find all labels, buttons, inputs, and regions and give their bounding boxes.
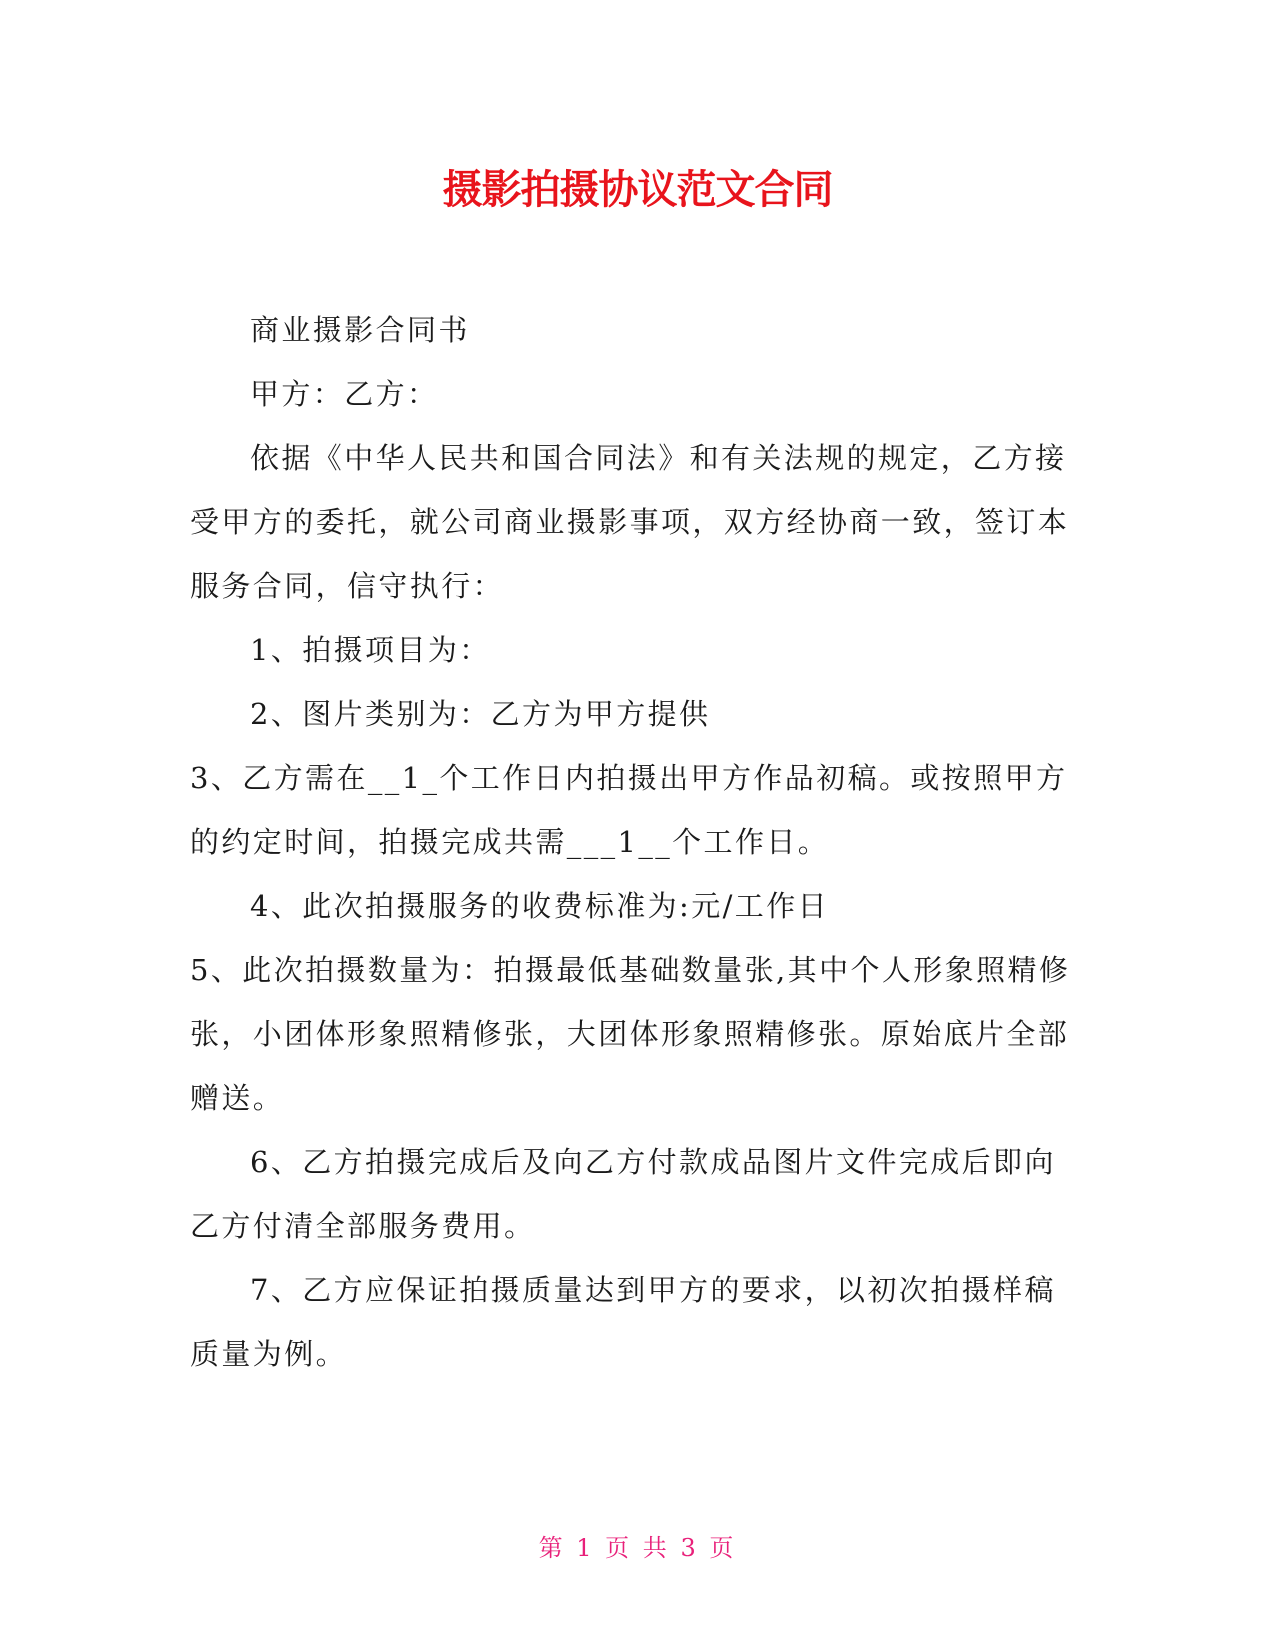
paragraph-contract-heading: 商业摄影合同书 bbox=[250, 313, 470, 347]
paragraph-clause-5: 5、此次拍摄数量为：拍摄最低基础数量张,其中个人形象照精修张，小团体形象照精修张，大团体形象照精修张。原始底片全部赠送。 bbox=[190, 953, 1071, 1115]
document-title: 摄影拍摄协议范文合同 bbox=[442, 167, 833, 213]
paragraph-parties: 甲方：乙方： bbox=[250, 377, 439, 411]
paragraph-clause-1: 1、拍摄项目为： bbox=[250, 633, 491, 667]
paragraph-clause-6: 6、乙方拍摄完成后及向乙方付款成品图片文件完成后即向乙方付清全部服务费用。 bbox=[190, 1145, 1056, 1243]
paragraph-clause-3: 3、乙方需在__1_个工作日内拍摄出甲方作品初稿。或按照甲方的约定时间，拍摄完成共需___1__个工作日。 bbox=[190, 761, 1068, 859]
paragraph-clause-4: 4、此次拍摄服务的收费标准为:元/工作日 bbox=[250, 889, 829, 923]
paragraph-preamble: 依据《中华人民共和国合同法》和有关法规的规定，乙方接受甲方的委托，就公司商业摄影事项，双方经协商一致，签订本服务合同，信守执行： bbox=[190, 441, 1070, 603]
page-footer: 第 1 页 共 3 页 bbox=[538, 1534, 737, 1562]
paragraph-clause-7: 7、乙方应保证拍摄质量达到甲方的要求，以初次拍摄样稿质量为例。 bbox=[190, 1273, 1056, 1371]
document-body bbox=[190, 298, 1085, 1386]
paragraph-clause-2: 2、图片类别为：乙方为甲方提供 bbox=[250, 697, 711, 731]
